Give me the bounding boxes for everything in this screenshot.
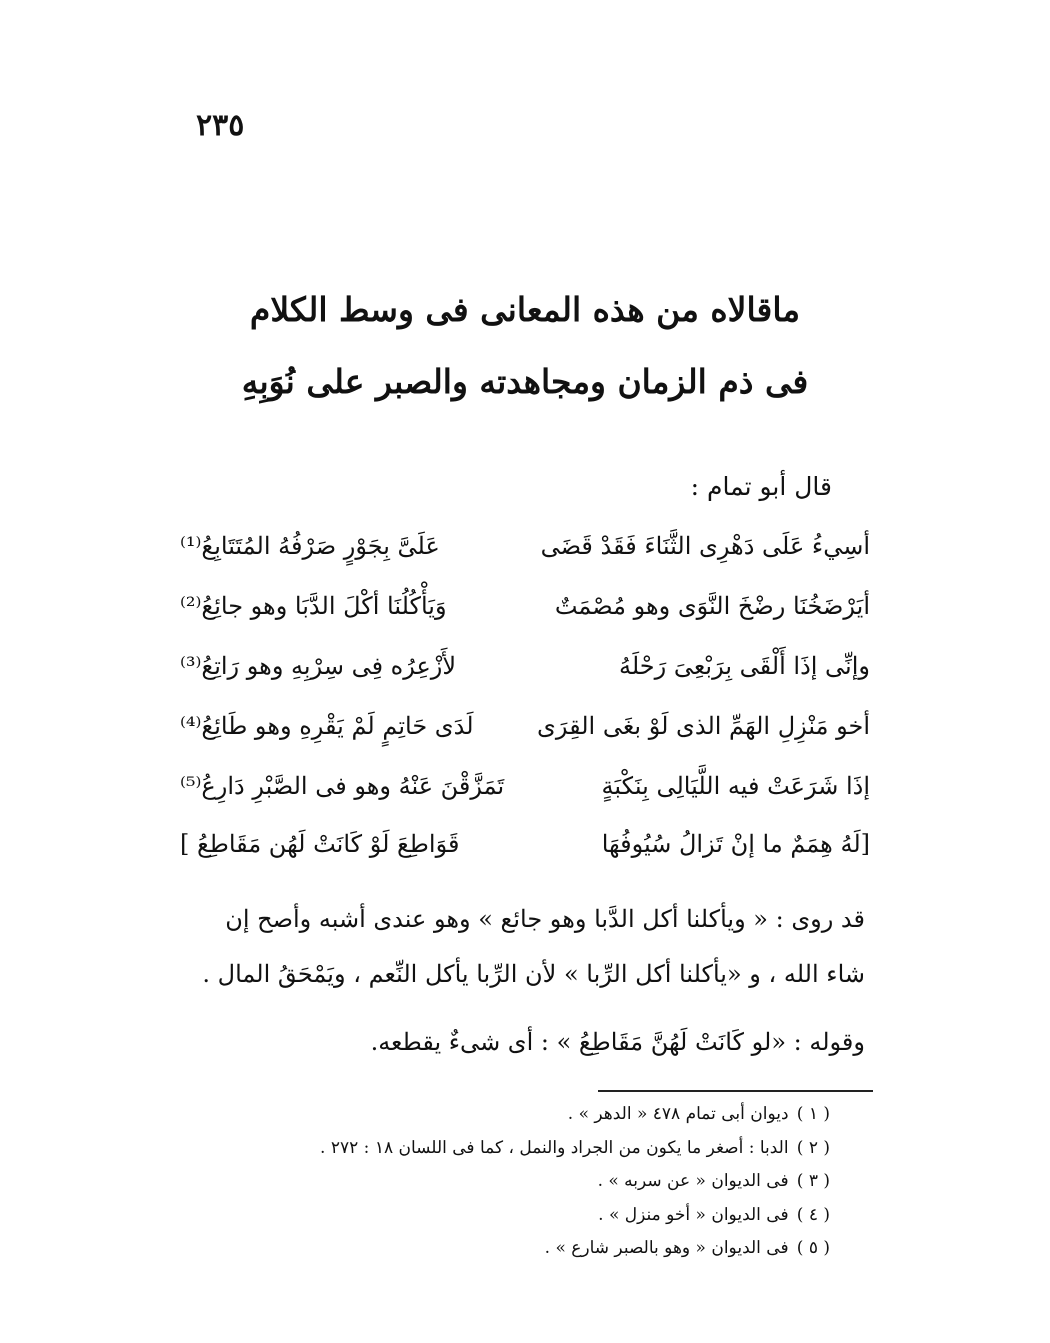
commentary-line: شاء الله ، و «يأكلنا أكل الرِّبا » لأن الرِّبا يأكل النِّعم ، ويَمْحَقُ المال . bbox=[202, 960, 865, 988]
footnote bbox=[320, 1138, 830, 1158]
commentary-paragraph bbox=[340, 1028, 865, 1056]
footnote-text: فى الديوان « عن سربه » . bbox=[597, 1171, 789, 1191]
footnote-text: فى الديوان « أخو منزل » . bbox=[598, 1205, 789, 1225]
verse-second-hemistich: تَمَزَّقْنَ عَنْهُ وهو فى الصَّبْرِ دَارِعُ⁽⁵⁾ bbox=[180, 772, 505, 800]
verse-line bbox=[180, 712, 870, 762]
verse-first-hemistich: أيَرْضَخُنَا رضْخَ النَّوَى وهو مُصْمَتٌ bbox=[554, 592, 870, 620]
verse-second-hemistich: لأَزْعِرُه فِى سِرْبِهِ وهو رَاتِعُ⁽³⁾ bbox=[180, 652, 457, 680]
verse-line bbox=[180, 830, 870, 880]
footnote-number: ( ٤ ) bbox=[796, 1205, 830, 1225]
footnote bbox=[598, 1171, 830, 1191]
verse-first-hemistich: أخو مَنْزِلِ الهَمِّ الذى لَوْ بغَى القِرَى bbox=[537, 712, 870, 740]
verse-second-hemistich: وَيَأْكُلُنَا أكْلَ الدَّبَا وهو جائِعُ⁽²⁾ bbox=[180, 592, 447, 620]
commentary-paragraph bbox=[183, 960, 865, 988]
section-heading-line1: ماقالاه من هذه المعانى فى وسط الكلام bbox=[249, 290, 801, 329]
verse-line bbox=[180, 772, 870, 822]
footnote-number: ( ٥ ) bbox=[796, 1238, 830, 1258]
verse-line bbox=[180, 592, 870, 642]
footnote-divider bbox=[598, 1090, 873, 1092]
footnote-text: الدبا : أصغر ما يكون من الجراد والنمل ، كما فى اللسان ١٨ : ٢٧٢ . bbox=[320, 1138, 789, 1158]
page-number: ٢٣٥ bbox=[196, 108, 245, 143]
footnote-number: ( ٣ ) bbox=[796, 1171, 830, 1191]
footnote-text: ديوان أبى تمام ٤٧٨ « الدهر » . bbox=[567, 1104, 789, 1124]
commentary-line: قد روى : « ويأكلنا أكل الدَّبا وهو جائع » وهو عندى أشبه وأصح إن bbox=[225, 905, 865, 933]
commentary-line: وقوله : «لو كَانَتْ لَهُنَّ مَقَاطِعُ » : أى شىءٌ يقطعه. bbox=[370, 1028, 865, 1056]
verse-first-hemistich: وإنِّى إذَا أَلْقَى بِرَبْعِىَ رَحْلَهُ bbox=[618, 652, 870, 680]
footnote bbox=[598, 1205, 830, 1225]
footnote-number: ( ٢ ) bbox=[796, 1138, 830, 1158]
verse-first-hemistich: [لَهُ هِمَمٌ ما إنْ تَزالُ سُيُوفُهَا bbox=[601, 830, 870, 858]
section-heading-line2: فى ذم الزمان ومجاهدته والصبر على نُوَبِهِ bbox=[241, 362, 809, 401]
footnote-number: ( ١ ) bbox=[796, 1104, 830, 1124]
poet-intro: قال أبو تمام : bbox=[690, 472, 832, 501]
verse-second-hemistich: عَلَىَّ بِجَوْرٍ صَرْفُهُ المُتَتَابِعُ⁽¹⁾ bbox=[180, 532, 440, 560]
verse-second-hemistich: لَدَى حَاتِمٍ لَمْ يَقْرِهِ وهو طَائِعُ⁽⁴⁾ bbox=[180, 712, 474, 740]
verse-first-hemistich: أسِيءُ عَلَى دَهْرِى الثَّنَاءَ فَقَدْ قَضَى bbox=[540, 532, 870, 560]
verse-second-hemistich: قَوَاطِعَ لَوْ كَانَتْ لَهُن مَقَاطِعُ ] bbox=[180, 830, 460, 858]
footnote bbox=[545, 1238, 830, 1258]
footnote-text: فى الديوان « وهو بالصبر شارع » . bbox=[544, 1238, 789, 1258]
verse-line bbox=[180, 532, 870, 582]
commentary-paragraph bbox=[183, 905, 865, 933]
verse-first-hemistich: إذَا شَرَعَتْ فيه اللَّيَالِى بِنَكْبَةٍ bbox=[601, 772, 870, 800]
footnote bbox=[568, 1104, 830, 1124]
verse-line bbox=[180, 652, 870, 702]
